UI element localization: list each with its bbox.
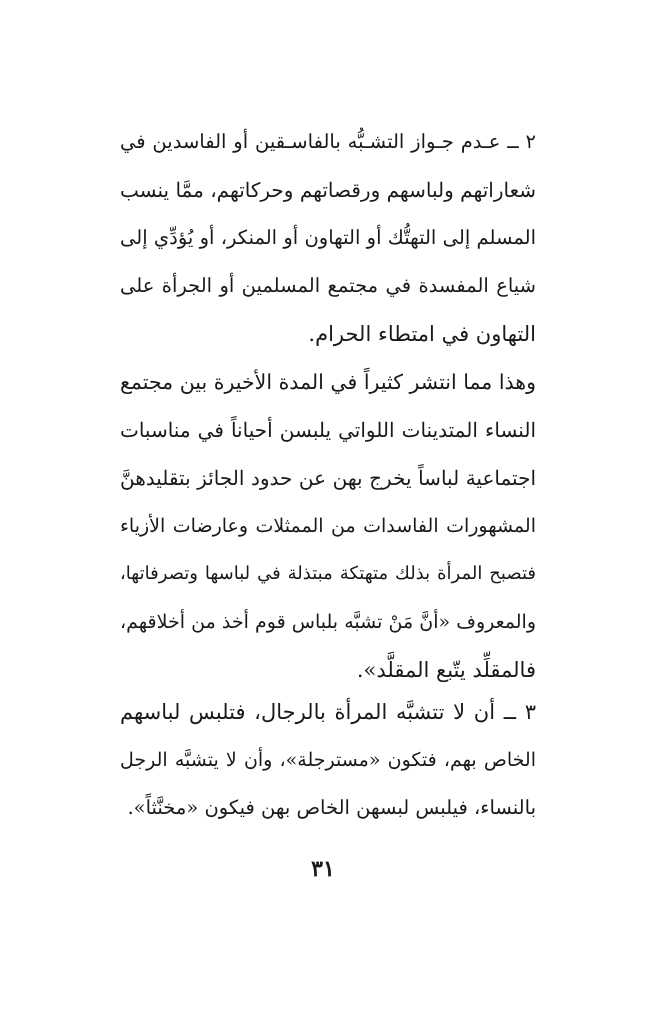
page-number: ٣١ — [311, 856, 335, 882]
text-line: فالمقلِّد يتّبع المقلَّد». — [356, 658, 536, 682]
text-line: المسلم إلى التهتُّك أو التهاون أو المنكر، أو يُؤدِّي إلى — [120, 226, 536, 249]
paragraph-rule-3 — [120, 688, 536, 832]
paragraph-rule-2 — [120, 118, 536, 358]
text-line: الخاص بهم، فتكون «مسترجلة»، وأن لا يتشبَّه الرجل — [120, 749, 536, 771]
text-line: فتصبح المرأة بذلك متهتكة مبتذلة في لباسها وتصرفاتها، — [120, 563, 536, 584]
text-line: المشهورات الفاسدات من الممثلات وعارضات الأزياء — [120, 515, 536, 537]
text-line: النساء المتدينات اللواتي يلبسن أحياناً في مناسبات — [120, 418, 536, 442]
text-line: شياع المفسدة في مجتمع المسلمين أو الجرأة على — [120, 274, 536, 297]
text-line: ٢ ــ عـدم جـواز التشـبُّه بالفاسـقين أو الفاسدين في — [120, 130, 536, 153]
text-line: وهذا مما انتشر كثيراً في المدة الأخيرة بين مجتمع — [120, 370, 536, 394]
text-line: ٣ ــ أن لا تتشبَّه المرأة بالرجال، فتلبس لباسهم — [120, 700, 536, 724]
paragraph-commentary — [120, 358, 536, 694]
text-line: بالنساء، فيلبس لبسهن الخاص بهن فيكون «مخنَّثاً». — [127, 796, 536, 819]
text-line: والمعروف «أنَّ مَنْ تشبَّه بلباس قوم أخذ من أخلاقهم، — [120, 611, 536, 633]
text-line: التهاون في امتطاء الحرام. — [308, 322, 536, 346]
text-line: شعاراتهم ولباسهم ورقصاتهم وحركاتهم، ممَّا ينسب — [120, 178, 536, 202]
text-line: اجتماعية لباساً يخرج بهن عن حدود الجائز بتقليدهنَّ — [120, 466, 536, 490]
